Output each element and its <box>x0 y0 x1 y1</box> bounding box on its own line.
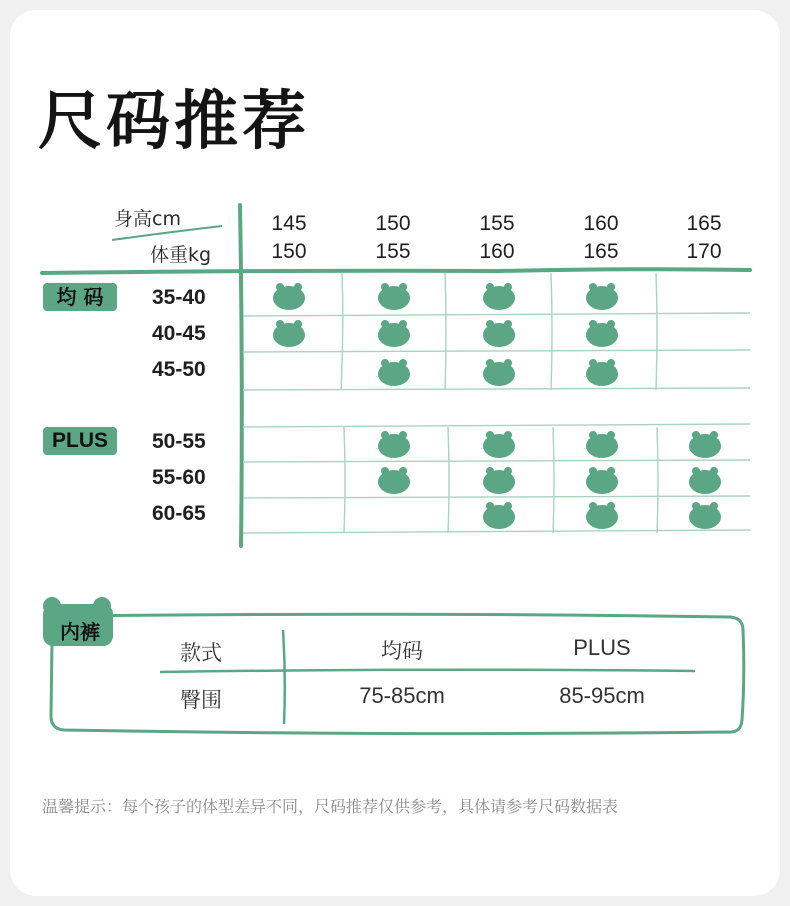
plus-column-header: PLUS <box>573 635 631 660</box>
underwear-size-box <box>40 596 750 741</box>
plus-hip-value: 85-95cm <box>559 683 645 708</box>
bear-face-icon <box>688 430 722 458</box>
one-size-column-header: 均码 <box>381 639 423 663</box>
bear-face-icon <box>585 466 619 494</box>
weight-row-label: 40-45 <box>152 322 206 345</box>
size-badge-plus: PLUS <box>43 427 117 455</box>
weight-header-label: 体重kg <box>150 244 212 266</box>
one-size-hip-value: 75-85cm <box>359 683 445 708</box>
height-col-1-bottom: 150 <box>271 240 307 263</box>
bear-face-icon <box>377 319 411 347</box>
style-header-label: 款式 <box>180 641 222 665</box>
bear-face-icon <box>688 466 722 494</box>
tip-text: 温馨提示：每个孩子的体型差异不同，尺码推荐仅供参考，具体请参考尺码数据表 <box>42 797 619 816</box>
bear-face-icon <box>482 501 516 529</box>
bear-face-icon <box>377 282 411 310</box>
bear-face-icon <box>272 282 306 310</box>
height-col-2-top: 150 <box>375 212 411 235</box>
bear-face-icon <box>482 430 516 458</box>
bear-face-icon <box>688 501 722 529</box>
bear-face-icon <box>585 319 619 347</box>
height-col-5-top: 165 <box>686 212 722 235</box>
bear-face-icon <box>377 430 411 458</box>
bear-face-icon <box>585 430 619 458</box>
height-col-1-top: 145 <box>271 212 307 235</box>
weight-row-label: 45-50 <box>152 358 206 381</box>
bear-face-icon <box>585 282 619 310</box>
height-col-2-bottom: 155 <box>375 240 411 263</box>
weight-row-label: 60-65 <box>152 502 206 525</box>
height-col-4-top: 160 <box>583 212 619 235</box>
bear-face-icon <box>482 358 516 386</box>
hip-row-label: 臀围 <box>180 688 222 712</box>
height-col-3-top: 155 <box>479 212 515 235</box>
underwear-tab-label: 内裤 <box>60 620 100 644</box>
bear-face-icon <box>482 282 516 310</box>
weight-row-label: 35-40 <box>152 286 206 309</box>
size-badge-one-size: 均 码 <box>43 283 117 311</box>
weight-row-label: 55-60 <box>152 466 206 489</box>
bear-face-icon <box>377 358 411 386</box>
height-col-4-bottom: 165 <box>583 240 619 263</box>
height-col-3-bottom: 160 <box>479 240 515 263</box>
height-col-5-bottom: 170 <box>686 240 722 263</box>
bear-face-icon <box>482 466 516 494</box>
bear-face-icon <box>585 358 619 386</box>
underwear-box-frame <box>40 596 750 741</box>
height-header-label: 身高cm <box>114 208 181 230</box>
page-title: 尺码推荐 <box>38 85 310 159</box>
weight-row-label: 50-55 <box>152 430 206 453</box>
bear-face-icon <box>482 319 516 347</box>
bear-face-icon <box>272 319 306 347</box>
bear-face-icon <box>377 466 411 494</box>
bear-face-icon <box>585 501 619 529</box>
